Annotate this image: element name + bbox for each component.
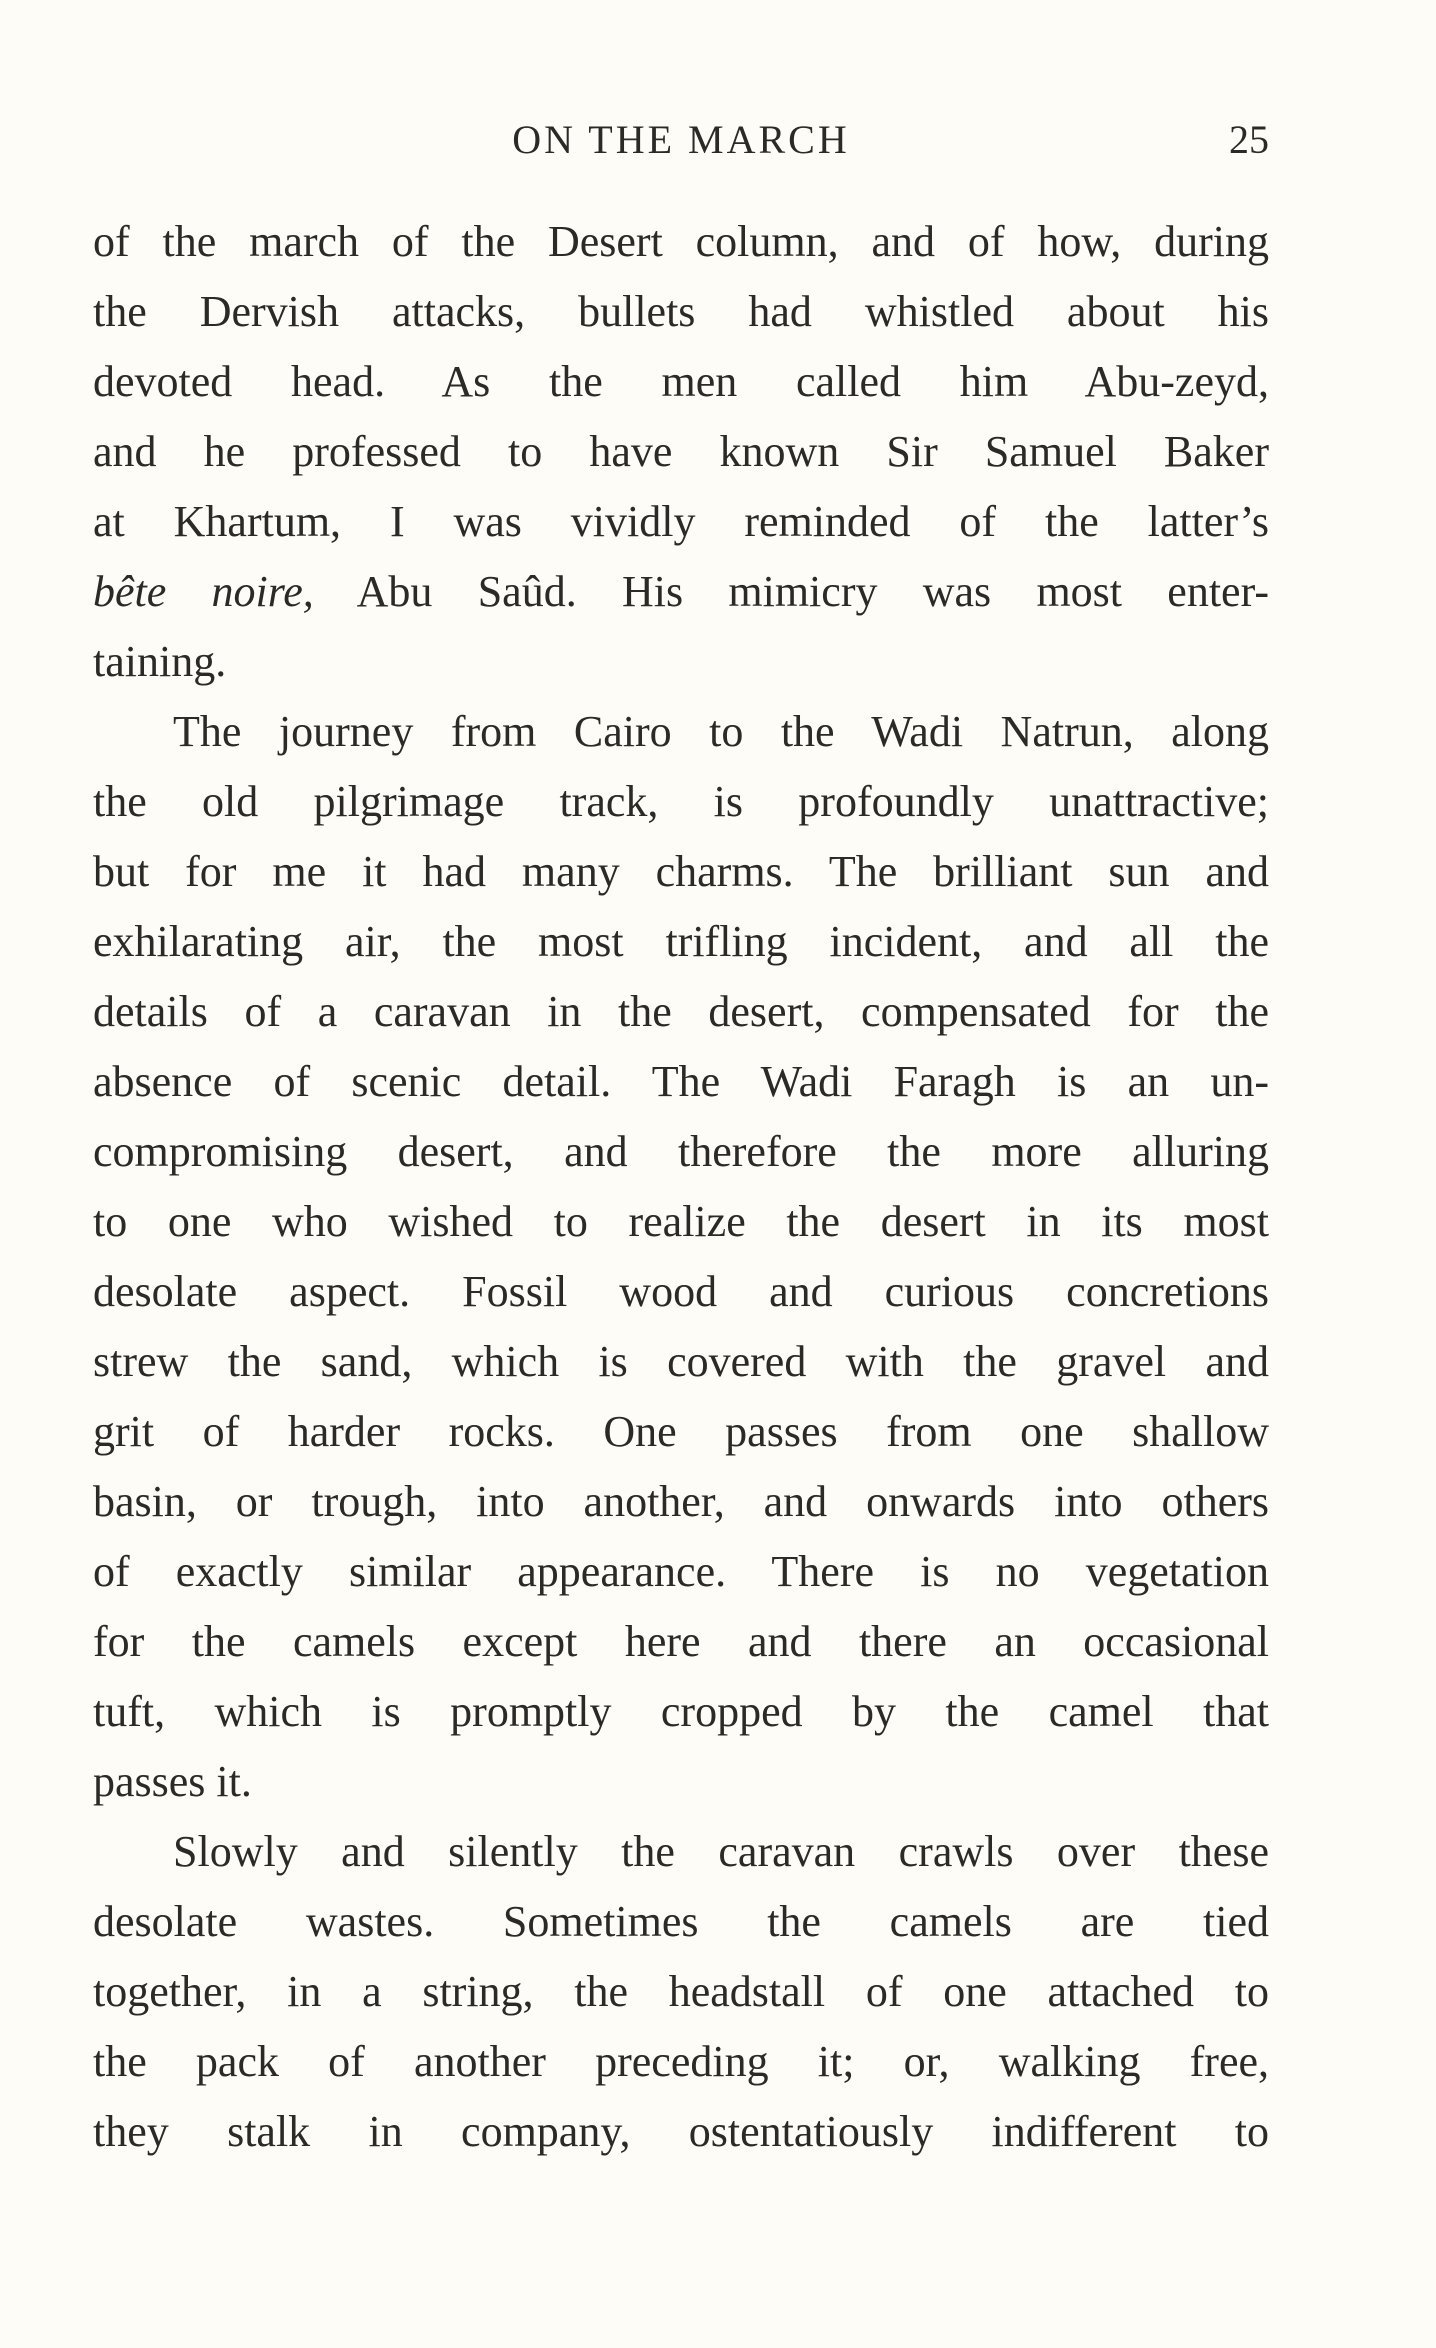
text-line: passes it. xyxy=(93,1757,252,1806)
text-line: they stalk in company, ostentatiously indifferent to xyxy=(93,2107,1269,2156)
text-line: for the camels except here and there an occasional xyxy=(93,1617,1269,1666)
text-line: compromising desert, and therefore the more alluring xyxy=(93,1127,1269,1176)
text-line: devoted head. As the men called him Abu-zeyd, xyxy=(93,357,1269,406)
text-line: details of a caravan in the desert, compensated for the xyxy=(93,987,1269,1036)
text-line: The journey from Cairo to the Wadi Natrun, along xyxy=(173,707,1269,756)
text-line: basin, or trough, into another, and onwards into others xyxy=(93,1477,1269,1526)
text-line: Slowly and silently the caravan crawls over these xyxy=(173,1827,1269,1876)
text-line: the pack of another preceding it; or, walking free, xyxy=(93,2037,1269,2086)
text-line: grit of harder rocks. One passes from one shallow xyxy=(93,1407,1269,1456)
text-line: and he professed to have known Sir Samuel Baker xyxy=(93,427,1269,476)
text-line: but for me it had many charms. The brilliant sun and xyxy=(93,847,1269,896)
body-text xyxy=(93,207,1269,2167)
text-line: the old pilgrimage track, is profoundly unattractive; xyxy=(93,777,1269,826)
text-line: exhilarating air, the most trifling incident, and all the xyxy=(93,917,1269,966)
running-head xyxy=(93,112,1269,168)
text-line: strew the sand, which is covered with the gravel and xyxy=(93,1337,1269,1386)
running-title: ON THE MARCH xyxy=(512,117,850,162)
text-line: the Dervish attacks, bullets had whistled about his xyxy=(93,287,1269,336)
text-line: to one who wished to realize the desert in its most xyxy=(93,1197,1269,1246)
text-line-rest: Abu Saûd. His mimicry was most enter- xyxy=(313,567,1269,616)
text-line: at Khartum, I was vividly reminded of the latter’s xyxy=(93,497,1269,546)
text-line: desolate aspect. Fossil wood and curious concretions xyxy=(93,1267,1269,1316)
text-line: of exactly similar appearance. There is no vegetation xyxy=(93,1547,1269,1596)
italic-phrase: bête noire, xyxy=(93,567,314,616)
text-line: together, in a string, the headstall of one attached to xyxy=(93,1967,1269,2016)
text-line xyxy=(93,557,1269,627)
text-line: tuft, which is promptly cropped by the camel that xyxy=(93,1687,1269,1736)
text-line: of the march of the Desert column, and of how, during xyxy=(93,217,1269,266)
page-number: 25 xyxy=(1229,117,1269,162)
text-line: taining. xyxy=(93,637,227,686)
text-line: desolate wastes. Sometimes the camels are tied xyxy=(93,1897,1269,1946)
text-line: absence of scenic detail. The Wadi Faragh is an un- xyxy=(93,1057,1269,1106)
